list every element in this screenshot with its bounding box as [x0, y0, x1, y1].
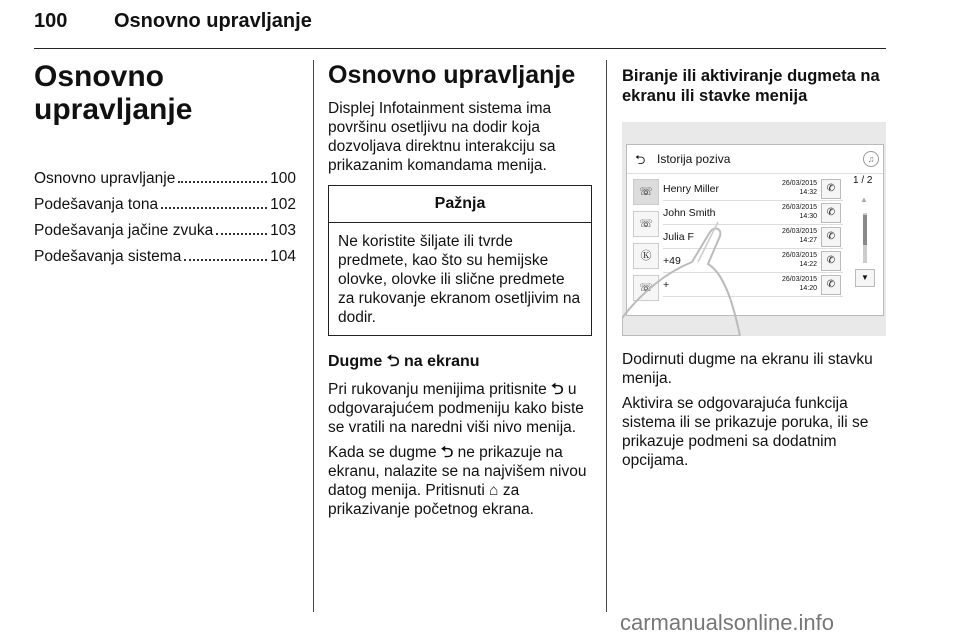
back-paragraph [328, 380, 592, 437]
text-run: ne prikazuje na ekranu, nalazite se na najvišem nivou datog menija. Pritisnuti [328, 444, 587, 499]
toc-entry-page: 103 [270, 222, 296, 239]
heading-text: na ekranu [403, 353, 480, 370]
caller-name: +49 [663, 255, 681, 267]
phone-icon[interactable]: ✆ [821, 275, 841, 295]
back-button-heading [328, 352, 592, 372]
finger-icon [622, 122, 886, 336]
phone-icon[interactable]: ✆ [821, 179, 841, 199]
column-divider [606, 60, 607, 612]
column-divider [313, 60, 314, 612]
toc-leader [216, 233, 267, 235]
contacts-icon[interactable]: ☏ [633, 211, 659, 237]
heading-text: Dugme [328, 353, 383, 370]
call-history-icon[interactable]: ☏ [633, 179, 659, 205]
toc-leader [184, 259, 267, 261]
toc-entry[interactable] [34, 170, 296, 196]
section-title: Osnovno upravljanje [328, 61, 576, 89]
scroll-up-icon[interactable]: ▲ [860, 195, 868, 204]
toc-entry[interactable] [34, 222, 296, 248]
intro-paragraph: Displej Infotainment sistema ima površinu osetljivu na dodir koja dozvoljava direktnu interakciju sa prikazanim komandama menija. [328, 100, 556, 174]
toc-entry[interactable] [34, 196, 296, 222]
text-run: u odgovarajućem podmeniju kako biste se vratili na naredni viši nivo menija. [328, 381, 584, 436]
call-timestamp: 26/03/2015 14:32 [781, 180, 817, 196]
keypad-icon[interactable]: Ⓚ [633, 243, 659, 269]
call-timestamp: 26/03/2015 14:20 [781, 276, 817, 292]
caller-name: Julia F [663, 231, 694, 243]
table-of-contents [34, 170, 296, 274]
page-header [34, 8, 886, 49]
chapter-title: Osnovno upravljanje [34, 60, 193, 126]
toc-entry-page: 100 [270, 170, 296, 187]
call-timestamp: 26/03/2015 14:22 [781, 252, 817, 268]
home-icon: ⌂ [489, 482, 499, 499]
page-indicator: 1 / 2 [853, 175, 873, 186]
caution-title: Pažnja [329, 186, 591, 223]
main-column [328, 60, 592, 525]
recent-calls-icon[interactable]: ☏ [633, 275, 659, 301]
right-column [622, 60, 886, 476]
infotainment-screen-illustration [622, 122, 886, 336]
home-paragraph [328, 443, 592, 519]
scroll-down-icon[interactable]: ▼ [855, 269, 875, 287]
text-run: Kada se dugme [328, 444, 437, 461]
subsection-title: Biranje ili aktiviranje dugmeta na ekranu ili stavke menija [622, 67, 880, 105]
watermark: carmanualsonline.info [620, 610, 835, 635]
toc-entry-label: Osnovno upravljanje [34, 170, 176, 187]
screen-title: Istorija poziva [657, 152, 731, 166]
page-number: 100 [34, 10, 68, 32]
back-arrow-icon[interactable]: ⮌ [635, 152, 646, 167]
toc-entry-label: Podešavanja jačine zvuka [34, 222, 214, 239]
toc-entry-label: Podešavanja tona [34, 196, 159, 213]
text-run: za prikazivanje početnog ekrana. [328, 482, 534, 518]
caller-name: Henry Miller [663, 183, 720, 195]
toc-leader [178, 181, 267, 183]
paragraph: Aktivira se odgovarajuća funkcija sistema ili se prikazuje poruka, ili se prikazuje podmeni sa dodatnim opcijama. [622, 395, 869, 469]
paragraph: Dodirnuti dugme na ekranu ili stavku menija. [622, 351, 873, 387]
back-arrow-icon: ⮌ [440, 444, 454, 461]
text-run: Pri rukovanju menijima pritisnite [328, 381, 547, 398]
caution-box [328, 185, 592, 336]
back-arrow-icon: ⮌ [551, 381, 564, 398]
phone-icon[interactable]: ✆ [821, 251, 841, 271]
caller-name: + [663, 279, 670, 291]
toc-entry-page: 104 [270, 248, 296, 265]
call-timestamp: 26/03/2015 14:30 [781, 204, 817, 220]
running-title: Osnovno upravljanje [114, 10, 312, 32]
music-note-icon[interactable]: ♫ [863, 151, 879, 167]
caller-name: John Smith [663, 207, 716, 219]
caution-text: Ne koristite šiljate ili tvrde predmete, kao što su hemijske olovke, olovke ili slične predmete za rukovanje ekranom osetljivim na dodir. [338, 233, 581, 326]
toc-entry-page: 102 [270, 196, 296, 213]
back-arrow-icon: ⮌ [386, 353, 400, 370]
phone-icon[interactable]: ✆ [821, 227, 841, 247]
toc-entry[interactable] [34, 248, 296, 274]
chapter-column [34, 60, 296, 274]
toc-leader [161, 207, 267, 209]
toc-entry-label: Podešavanja sistema [34, 248, 182, 265]
phone-icon[interactable]: ✆ [821, 203, 841, 223]
call-timestamp: 26/03/2015 14:27 [781, 228, 817, 244]
